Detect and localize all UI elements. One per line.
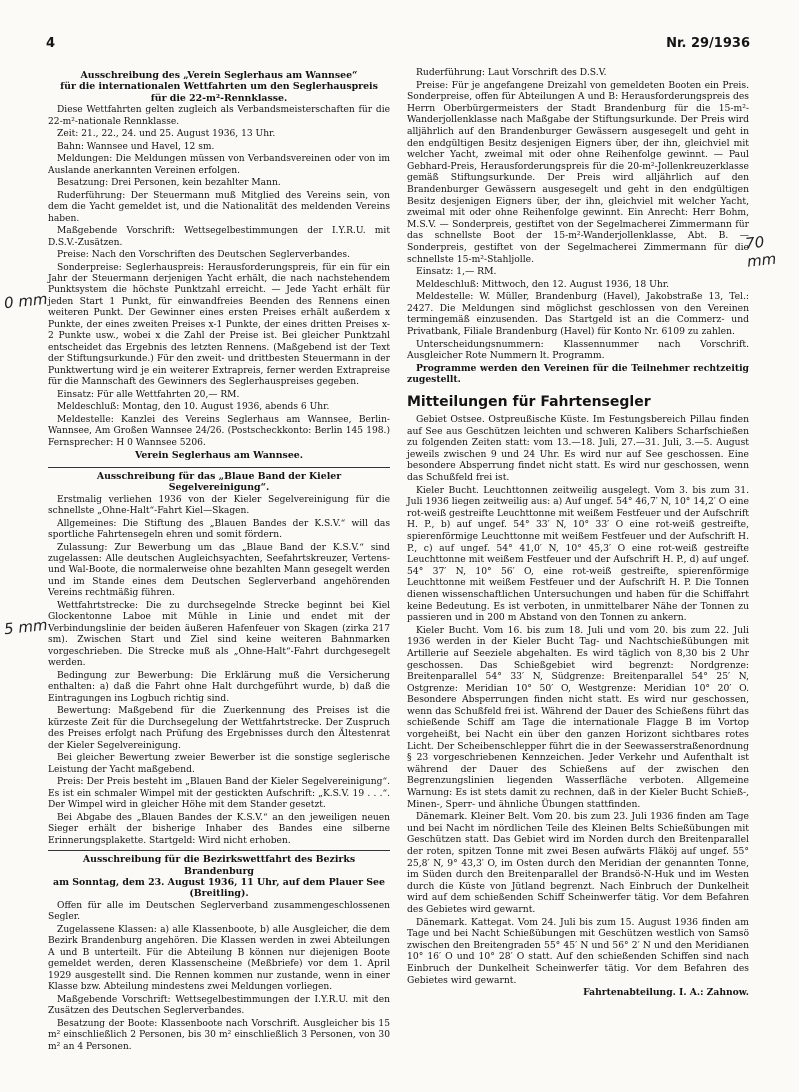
paragraph: Bei Abgabe des „Blauen Bandes der K.S.V.“ an den jeweiligen neuen Sieger erhält der bisherige Inhaber des Bandes eine silberne Erinnerungsplakette. Startgeld: Wird nicht erhoben. bbox=[48, 812, 390, 846]
issue-number: Nr. 29/1936 bbox=[666, 36, 750, 51]
margin-mark: 70 mm bbox=[744, 232, 778, 271]
signature: Fahrtenabteilung. I. A.: Zahnow. bbox=[583, 987, 749, 999]
paragraph: Meldeschluß: Mittwoch, den 12. August 1936, 18 Uhr. bbox=[416, 278, 670, 290]
left-column bbox=[48, 67, 390, 1054]
paragraph: Unterscheidungsnummern: Klassennummer nach Vorschrift. Ausgleicher Rote Nummern lt. Programm. bbox=[407, 338, 749, 362]
paragraph: Gebiet Ostsee. Ostpreußische Küste. Im Festungsbereich Pillau finden auf See aus Geschützen leichten und schweren Kalibers Scharfschießen zu folgenden Zeiten statt: vom 13.—18. Juli, 27.—31. Juli, 3.—5. August jeweils zwischen 9 und 24 Uhr. Es wird nur auf See geschossen. Eine besondere Absperrung findet nicht statt. Es wird nur geschossen, wenn das Schußfeld frei ist. bbox=[407, 414, 749, 483]
paragraph: Meldungen: Die Meldungen müssen von Verbandsvereinen oder von im Auslande anerkannten Vereinen erfolgen. bbox=[48, 154, 390, 176]
paragraph: Wettfahrtstrecke: Die zu durchsegelnde Strecke beginnt bei Kiel Glockentonne Laboe mit Mühle in Linie und endet mit der Verbindungslinie der beiden äußeren Hafenfeuer von Skagen (zirka 217 sm). Zwischen Start und Ziel sind keine weiteren Bahnmarken vorgeschrieben. Die Strecke muß als „Ohne-Halt“-Fahrt durchgesegelt werden. bbox=[48, 600, 390, 669]
signature: Verein Seglerhaus am Wannsee. bbox=[134, 450, 304, 462]
section-heading: Ausschreibung des „Verein Seglerhaus am Wannsee“ für die internationalen Wettfahrten um den Seglerhauspreis für die 22-m²-Rennklasse. bbox=[60, 70, 378, 104]
section-heading: Ausschreibung für die Bezirkswettfahrt des Bezirks Brandenburg am Sonntag, dem 23. August 1936, 11 Uhr, auf dem Plauer See (Breitling). bbox=[53, 854, 385, 900]
paragraph: Programme werden den Vereinen für die Teilnehmer rechtzeitig zugestellt. bbox=[407, 362, 749, 386]
paragraph: Kieler Bucht. Vom 16. bis zum 18. Juli und vom 20. bis zum 22. Juli 1936 werden in der Kieler Bucht Tag- und Nachtschießübungen mit Artillerie auf Seeziele abgehalten. Es wird täglich von 8,30 bis 2 Uhr geschossen. Das Schießgebiet wird begrenzt: Nordgrenze: Breitenparallel 54° 33′ N, Südgrenze: Breitenparallel 54° 25′ N, Ostgrenze: Meridian 10° 50′ O, Westgrenze: Meridian 10° 20′ O. Besondere Absperrungen finden nicht statt. Es wird nur geschossen, wenn das Schußfeld frei ist. Während der Dauer des Schießens führt das schießende Schiff am Tage die internationale Flagge B im Vortop vorgeheißt, bei Nacht ein über den ganzen Horizont sichtbares rotes Licht. Der Scheibenschlepper führt die in der Seewasserstraßenordnung § 23 vorgeschriebenen Kennzeichen. Jeder Verkehr und Aufenthalt ist während der Dauer des Schießens auf der zwischen den Begrenzungslinien liegenden Wasserfläche verboten. Allgemeine Warnung: Es ist stets damit zu rechnen, daß in der Kieler Bucht Schieß-, Minen-, Sperr- und ähnliche Übungen stattfinden. bbox=[407, 624, 749, 810]
margin-mark: 0 mm bbox=[3, 289, 49, 313]
paragraph: Preis: Der Preis besteht im „Blauen Band der Kieler Segelvereinigung“. Es ist ein schmaler Wimpel mit der gestickten Aufschrift: „K.S.V. 19 . . .“. Der Wimpel wird in gleicher Höhe mit dem Stander gesetzt. bbox=[48, 777, 390, 811]
paragraph: Bedingung zur Bewerbung: Die Erklärung muß die Versicherung enthalten: a) daß die Fahrt ohne Halt durchgeführt wurde, b) daß die Eintragungen ins Logbuch richtig sind. bbox=[48, 670, 390, 704]
paragraph: Ruderführung: Der Steuermann muß Mitglied des Vereins sein, von dem die Yacht gemeldet ist, und die Nationalität des meldenden Vereins haben. bbox=[48, 190, 390, 224]
paragraph: Dänemark. Kattegat. Vom 24. Juli bis zum 15. August 1936 finden am Tage und bei Nacht Schießübungen mit Geschützen westlich von Samsö zwischen den Breitengraden 55° 45′ N und 56° 2′ N und den Meridianen 10° 16′ O und 10° 28′ O statt. Auf den schießenden Schiffen sind nach Einbruch der Dunkelheit Scheinwerfer tätig. Vor dem Befahren des Gebietes wird gewarnt. bbox=[407, 916, 749, 986]
paragraph: Sonderpreise: Seglerhauspreis: Herausforderungspreis, für ein für ein Jahr der Steuermann derjenigen Yacht erhält, die nach nachstehendem Punktsystem die höchste Punktzahl erreicht. — Jede Yacht erhält für jeden Start 1 Punkt, für einwandfreies Beenden des Rennens einen weiteren Punkt. Der Gewinner eines ersten Preises erhält außerdem x Punkte, der eines zweiten Preises x-1 Punkte, der eines dritten Preises x-2 Punkte usw., wobei x die Zahl der Preise ist. Bei gleicher Punktzahl entscheidet das Ergebnis des letzten Rennens. (Maßgebend ist der Text der Stiftungsurkunde.) Für den zweit- und drittbesten Steuermann in der Punktwertung wird je ein weiterer Extrapreis, ferner werden Extrapreise für die Mannschaft des Gewinners des Seglerhauspreises gegeben. bbox=[48, 262, 390, 388]
paragraph: Zulassung: Zur Bewerbung um das „Blaue Band der K.S.V.“ sind zugelassen: Alle deutschen Augleichsyachten, Seefahrtskreuzer, Vertens- und Wal-Boote, die normalerweise ohne bezahlten Mann gesegelt werden und im Stande eines dem Deutschen Seglerverband angehörenden Vereins rechtmäßig führen. bbox=[48, 542, 390, 599]
paragraph: Maßgebende Vorschrift: Wettsegelbestimmungen der I.Y.R.U. mit den Zusätzen des Deutschen Seglerverbandes. bbox=[48, 994, 390, 1017]
paragraph: Maßgebende Vorschrift: Wettsegelbestimmungen der I.Y.R.U. mit D.S.V.-Zusätzen. bbox=[48, 226, 390, 248]
paragraph: Bei gleicher Bewertung zweier Bewerber ist die sonstige seglerische Leistung der Yacht maßgebend. bbox=[48, 753, 390, 775]
paragraph: Diese Wettfahrten gelten zugleich als Verbandsmeisterschaften für die 22-m²-nationale Rennklasse. bbox=[48, 105, 390, 127]
paragraph: Bewertung: Maßgebend für die Zuerkennung des Preises ist die kürzeste Zeit für die Durchsegelung der Wettfahrtstrecke. Der Zuspruch des Preises erfolgt nach Prüfung des Ergebnisses durch den Ältestenrat der Kieler Segelvereinigung. bbox=[48, 706, 390, 751]
paragraph: Allgemeines: Die Stiftung des „Blauen Bandes der K.S.V.“ will das sportliche Fahrtensegeln ehren und somit fördern. bbox=[48, 518, 390, 541]
margin-mark: 5 mm bbox=[3, 615, 49, 639]
paragraph: Meldeschluß: Montag, den 10. August 1936, abends 6 Uhr. bbox=[57, 402, 330, 413]
paragraph: Preise: Nach den Vorschriften des Deutschen Seglerverbandes. bbox=[57, 250, 350, 261]
paragraph: Bahn: Wannsee und Havel, 12 sm. bbox=[57, 141, 215, 152]
paragraph: Preise: Für je angefangene Dreizahl von gemeldeten Booten ein Preis. Sonderpreise, offen für Abteilungen A und B: Herausforderungspreis des Herrn Oberbürgermeisters der Stadt Brandenburg für die 15-m²-Wanderjollenklasse nach Maßgabe der Stiftungsurkunde. Der Preis wird alljährlich auf den Brandenburger Gewässern ausgesegelt und geht in den endgültigen Besitz desjenigen Eigners über, der ihn, gleichviel mit welcher Yacht, zweimal mit oder ohne Reihenfolge gewinnt. — Paul Gebhard-Preis, Herausforderungspreis für die 20-m²-Jollenkreuzerklasse gemäß Stiftungsurkunde. Der Preis wird alljährlich auf den Brandenburger Gewässern ausgesegelt und geht in den endgültigen Besitz desjenigen Eigners über, der ihn, gleichviel mit welcher Yacht, zweimal mit oder ohne Reihenfolge gewinnt. Ein Anrecht: Herr Bohm, M.S.V. — Sonderpreis, gestiftet von der Segelmacherei Zimmermann für das schnellste Boot der 15-m²-Wanderjollenklasse, Abt. B. — Sonderpreis, gestiftet von der Segelmacherei Zimmermann für die schnellste 15-m²-Stahljolle. bbox=[407, 79, 749, 265]
section-heading: Ausschreibung für das „Blaue Band der Kieler Segelvereinigung“. bbox=[96, 470, 342, 494]
paragraph: Dänemark. Kleiner Belt. Vom 20. bis zum 23. Juli 1936 finden am Tage und bei Nacht im nördlichen Teile des Kleinen Belts Schießübungen mit Geschützen statt. Das Gebiet wird im Norden durch den Breitenparallel der roten, spitzen Tonne mit zwei Besen aufwärts Fläköj auf ungef. 55° 25,8′ N, 9° 43,3′ O, im Osten durch den Meridian der genannten Tonne, im Süden durch den Breitenparallel der Brandsö-N-Huk und im Westen durch die Küste von Jütland begrenzt. Nach Einbruch der Dunkelheit wird auf dem schießenden Schiff Scheinwerfer tätig. Vor dem Befahren des Gebietes wird gewarnt. bbox=[407, 811, 749, 915]
page-number: 4 bbox=[46, 36, 56, 51]
paragraph: Einsatz: 1,— RM. bbox=[416, 266, 497, 278]
paragraph: Erstmalig verliehen 1936 von der Kieler Segelvereinigung für die schnellste „Ohne-Halt“-Fahrt Kiel—Skagen. bbox=[48, 494, 390, 517]
section-heading: Mitteilungen für Fahrtensegler bbox=[407, 394, 651, 411]
divider bbox=[48, 850, 390, 851]
paragraph: Besatzung: Drei Personen, kein bezahlter Mann. bbox=[57, 178, 281, 189]
paragraph: Kieler Bucht. Leuchttonnen zeitweilig ausgelegt. Vom 3. bis zum 31. Juli 1936 liegen zeitweilig aus: a) Auf ungef. 54° 46,7′ N, 10° 14,2′ O eine rot-weiß gestreifte Leuchttonne mit weißem Festfeuer und der Aufschrift H. P., b) auf ungef. 54° 33′ N, 10° 33′ O eine rot-weiß gestreifte, spierenförmige Leuchttonne mit weißem Festfeuer und der Aufschrift H. P., c) auf ungef. 54° 41,0′ N, 10° 45,3′ O eine rot-weiß gestreifte Leuchttonne mit weißem Festfeuer und der Aufschrift H. P., d) auf ungef. 54° 37′ N, 10° 56′ O, eine rot-weiß gestreifte, spierenförmige Leuchttonne mit weißem Festfeuer und der Aufschrift H. P. Die Tonnen dienen wissenschaftlichen Untersuchungen und haben für die Schiffahrt keine Bedeutung. Es ist verboten, in unmittelbarer Nähe der Tonnen zu passieren und in 200 m Abstand von den Tonnen zu ankern. bbox=[407, 484, 749, 624]
paragraph: Zeit: 21., 22., 24. und 25. August 1936, 13 Uhr. bbox=[57, 129, 276, 140]
right-column bbox=[407, 67, 749, 1000]
paragraph: Zugelassene Klassen: a) alle Klassenboote, b) alle Ausgleicher, die dem Bezirk Brandenburg angehören. Die Klassen werden in zwei Abteilungen A und B unterteilt. Für die Abteilung B können nur diejenigen Boote gemeldet werden, deren Klassenscheine (Meßbriefe) vor dem 1. April 1929 ausgestellt sind. Die Rennen kommen nur zustande, wenn in einer Klasse bzw. Abteilung mindestens zwei Meldungen vorliegen. bbox=[48, 924, 390, 993]
paragraph: Einsatz: Für alle Wettfahrten 20,— RM. bbox=[57, 389, 240, 400]
paragraph: Ruderführung: Laut Vorschrift des D.S.V. bbox=[416, 67, 607, 78]
paragraph: Meldestelle: W. Müller, Brandenburg (Havel), Jakobstraße 13, Tel.: 2427. Die Meldungen sind möglichst geschlossen von den Vereinen termingemäß einzusenden. Das Startgeld ist an die Commerz- und Privatbank, Filiale Brandenburg (Havel) für Konto Nr. 6109 zu zahlen. bbox=[407, 291, 749, 338]
divider bbox=[48, 467, 390, 468]
paragraph: Offen für alle im Deutschen Seglerverband zusammengeschlossenen Segler. bbox=[48, 900, 390, 923]
paragraph: Besatzung der Boote: Klassenboote nach Vorschrift. Ausgleicher bis 15 m² einschließlich 2 Personen, bis 30 m² einschließlich 3 Personen, von 30 m² an 4 Personen. bbox=[48, 1018, 390, 1052]
paragraph: Meldestelle: Kanzlei des Vereins Seglerhaus am Wannsee, Berlin-Wannsee, Am Großen Wannsee 24/26. (Postscheckkonto: Berlin 145 198.) Fernsprecher: H 0 Wannsee 5206. bbox=[48, 414, 390, 448]
